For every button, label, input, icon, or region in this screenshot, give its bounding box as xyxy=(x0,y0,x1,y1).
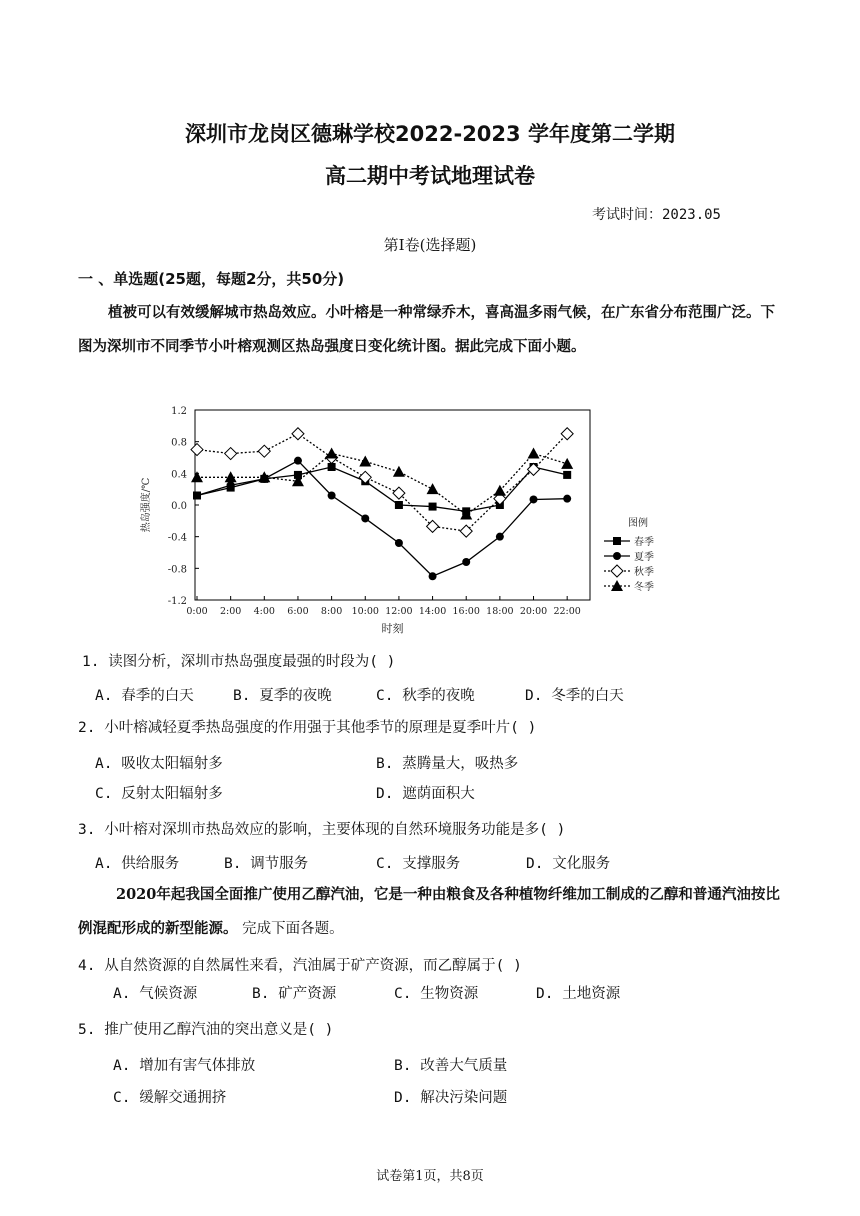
series-3-point xyxy=(460,525,472,537)
q5-option-b: B. 改善大气质量 xyxy=(394,1058,508,1074)
exam-title-line1: 深圳市龙岗区德琳学校2022-2023 学年度第二学期 xyxy=(185,122,675,146)
series-line-1 xyxy=(197,467,567,511)
series-3-point xyxy=(225,448,237,460)
x-tick-label: 2:00 xyxy=(219,606,242,617)
passage-ethanol-bold: 2020年起我国全面推广使用乙醇汽油，它是一种由粮食及各种植物纤维加工制成的乙醇和普通汽油按比例混配形成的新型能源。 xyxy=(78,886,780,937)
series-2-point xyxy=(395,539,403,547)
x-tick-label: 22:00 xyxy=(553,606,581,617)
q2-option-b: B. 蒸腾量大，吸热多 xyxy=(376,756,519,772)
series-line-4 xyxy=(197,454,567,515)
x-tick-label: 16:00 xyxy=(452,606,480,617)
x-tick-label: 12:00 xyxy=(385,606,413,617)
legend-label: 春季 xyxy=(634,537,654,548)
q3-option-a: A. 供给服务 xyxy=(95,856,180,872)
q5-option-c: C. 缓解交通拥挤 xyxy=(113,1090,227,1106)
legend-label: 冬季 xyxy=(634,582,654,593)
series-2-point xyxy=(429,572,437,580)
exam-time: 考试时间：2023.05 xyxy=(591,207,721,223)
question-5: 5. 推广使用乙醇汽油的突出意义是( ) xyxy=(78,1022,334,1038)
q2-option-a: A. 吸收太阳辐射多 xyxy=(95,756,223,772)
legend-marker xyxy=(613,552,621,560)
series-2-point xyxy=(328,492,336,500)
plot-frame xyxy=(195,410,590,600)
legend-title: 图例 xyxy=(628,518,648,529)
y-tick-label: 0.4 xyxy=(171,469,187,481)
y-tick-label: -1.2 xyxy=(167,596,187,607)
q3-option-c: C. 支撑服务 xyxy=(376,856,461,872)
series-3-point xyxy=(359,471,371,483)
x-axis-label: 时刻 xyxy=(381,622,404,635)
series-1-point xyxy=(429,503,437,511)
series-3-point xyxy=(561,428,573,440)
q3-option-d: D. 文化服务 xyxy=(526,856,611,872)
series-1-point xyxy=(395,501,403,509)
y-tick-label: 0.0 xyxy=(171,501,187,512)
series-2-point xyxy=(227,481,235,489)
exam-title-line2: 高二期中考试地理试卷 xyxy=(325,164,535,188)
q4-option-b: B. 矿产资源 xyxy=(252,986,337,1002)
x-tick-label: 6:00 xyxy=(287,606,309,617)
legend-label: 秋季 xyxy=(634,567,654,578)
q1-option-c: C. 秋季的夜晚 xyxy=(376,688,475,704)
y-tick-label: -0.4 xyxy=(167,532,187,544)
x-tick-label: 20:00 xyxy=(519,606,548,617)
x-tick-label: 14:00 xyxy=(418,606,447,617)
legend-label: 夏季 xyxy=(634,552,654,563)
series-2-point xyxy=(193,492,201,500)
section-heading: 一 、单选题(25题，每题2分，共50分) xyxy=(78,270,345,288)
passage-ethanol-rest: 完成下面各题。 xyxy=(237,921,344,937)
series-4-point xyxy=(359,455,371,466)
legend-marker xyxy=(611,565,623,577)
q1-option-a: A. 春季的白天 xyxy=(95,688,194,704)
series-4-point xyxy=(528,448,540,459)
q5-option-a: A. 增加有害气体排放 xyxy=(113,1058,256,1074)
question-4: 4. 从自然资源的自然属性来看，汽油属于矿产资源，而乙醇属于( ) xyxy=(78,958,522,974)
passage-ethanol xyxy=(78,878,783,946)
series-2-point xyxy=(496,533,504,541)
y-tick-label: 0.8 xyxy=(171,437,187,449)
series-3-point xyxy=(191,444,203,456)
x-tick-label: 4:00 xyxy=(253,606,275,617)
y-tick-label: 1.2 xyxy=(171,406,187,417)
heat-island-chart xyxy=(135,400,655,640)
series-4-point xyxy=(427,483,439,494)
series-4-point xyxy=(326,448,338,459)
series-4-point xyxy=(561,458,573,469)
page-footer: 试卷第1页，共8页 xyxy=(376,1169,484,1184)
q4-option-a: A. 气候资源 xyxy=(113,986,198,1002)
question-3: 3. 小叶榕对深圳市热岛效应的影响，主要体现的自然环境服务功能是多( ) xyxy=(78,822,566,838)
q1-option-b: B. 夏季的夜晚 xyxy=(233,688,332,704)
question-2: 2. 小叶榕减轻夏季热岛强度的作用强于其他季节的原理是夏季叶片( ) xyxy=(78,720,537,736)
q2-option-d: D. 遮荫面积大 xyxy=(376,786,475,802)
legend-marker xyxy=(613,537,621,545)
series-1-point xyxy=(563,471,571,479)
intro-paragraph: 植被可以有效缓解城市热岛效应。小叶榕是一种常绿乔木，喜高温多雨气候，在广东省分布范围广泛。下图为深圳市不同季节小叶榕观测区热岛强度日变化统计图。据此完成下面小题。 xyxy=(78,304,775,355)
series-3-point xyxy=(258,445,270,457)
q3-option-b: B. 调节服务 xyxy=(224,856,309,872)
y-tick-label: -0.8 xyxy=(167,564,187,576)
series-2-point xyxy=(563,495,571,503)
series-2-point xyxy=(361,514,369,522)
x-tick-label: 0:00 xyxy=(186,606,208,617)
q2-option-c: C. 反射太阳辐射多 xyxy=(95,786,223,802)
question-1: 1. 读图分析，深圳市热岛强度最强的时段为( ) xyxy=(82,654,396,670)
series-2-point xyxy=(294,457,302,465)
x-tick-label: 18:00 xyxy=(486,606,514,617)
series-2-point xyxy=(462,558,470,566)
series-3-point xyxy=(292,428,304,440)
series-2-point xyxy=(530,495,538,503)
q4-option-c: C. 生物资源 xyxy=(394,986,479,1002)
volume-label: 第Ⅰ卷(选择题) xyxy=(383,236,477,254)
q1-option-d: D. 冬季的白天 xyxy=(525,688,624,704)
y-axis-label: 热岛强度/℃ xyxy=(141,477,152,533)
series-4-point xyxy=(393,466,405,477)
x-tick-label: 10:00 xyxy=(351,606,379,617)
q4-option-d: D. 土地资源 xyxy=(536,986,621,1002)
x-tick-label: 8:00 xyxy=(320,606,343,617)
q5-option-d: D. 解决污染问题 xyxy=(394,1090,508,1106)
